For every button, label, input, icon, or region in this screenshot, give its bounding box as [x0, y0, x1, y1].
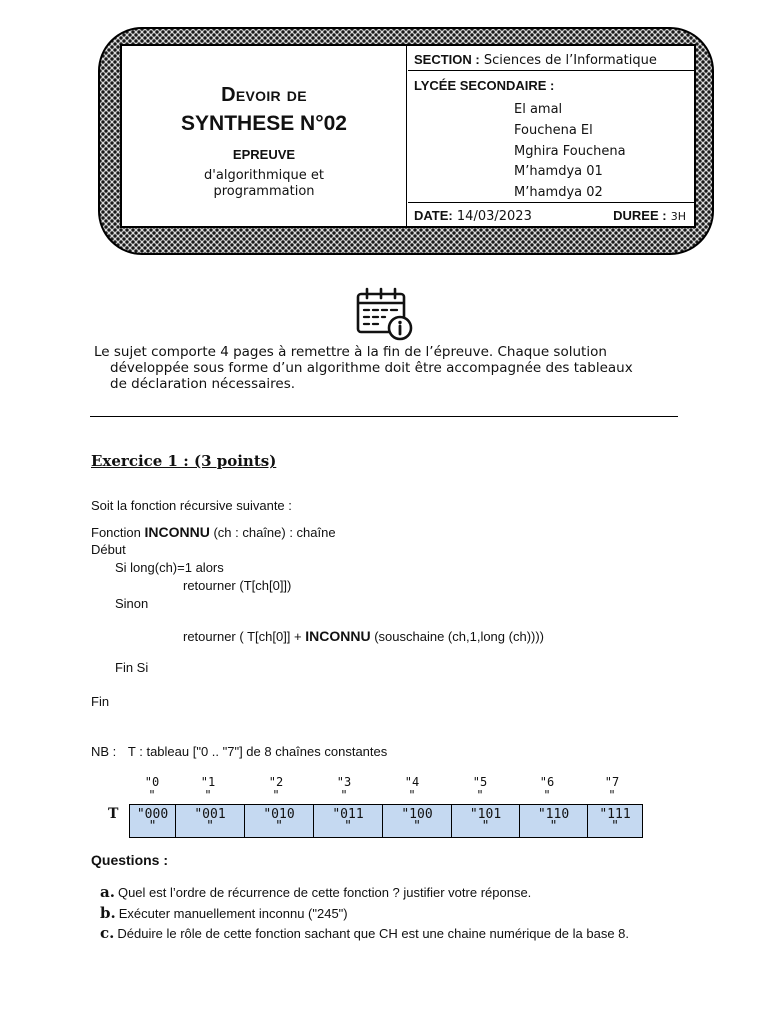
constant-table	[129, 804, 643, 838]
exam-title-cell	[122, 46, 407, 226]
section-row	[408, 46, 694, 71]
section-label: SECTION :	[414, 52, 480, 67]
instructions-line: Le sujet comporte 4 pages à remettre à la fin de l’épreuve. Chaque solution	[94, 344, 607, 360]
lycee-item: M’hamdya 01	[514, 164, 603, 180]
function-name: INCONNU	[144, 524, 210, 540]
table-cell-value: "000	[136, 807, 169, 822]
table-cell-value: "011	[332, 807, 364, 822]
lycee-label: LYCÉE SECONDAIRE :	[414, 78, 555, 93]
question-item	[100, 903, 629, 924]
table-cell-quote: "	[344, 819, 352, 834]
table-index-label: "4	[404, 775, 420, 789]
table-cell-quote: "	[275, 819, 283, 834]
return-suffix: (souschaine (ch,1,long (ch))))	[374, 629, 545, 644]
table-cell-value: "110	[537, 807, 570, 822]
question-item	[100, 923, 629, 944]
lycee-item: El amal	[514, 102, 563, 117]
table-cell-quote: "	[206, 819, 214, 834]
lycee-label-row	[414, 78, 554, 94]
lycee-item: Mghira Fouchena	[514, 143, 626, 159]
table-index	[243, 776, 309, 802]
table-index	[447, 776, 513, 802]
lycee-item: Fouchena El	[514, 122, 593, 138]
code-if: Si long(ch)=1 alors	[115, 560, 224, 575]
exam-info-cell	[408, 46, 694, 226]
subject-text: d'algorithmique et programmation	[204, 168, 324, 199]
table-index-label: "5	[472, 775, 488, 789]
exercise-intro: Soit la fonction récursive suivante :	[91, 498, 292, 513]
table-cell-quote: "	[481, 819, 490, 834]
code-return-base: retourner (T[ch[0]])	[183, 578, 292, 593]
table-index	[379, 776, 445, 802]
note-label: NB :	[91, 744, 117, 759]
date-label: DATE:	[414, 208, 453, 223]
table-index-quote: "	[272, 788, 280, 802]
table-cell	[314, 805, 383, 837]
function-keyword: Fonction	[91, 525, 141, 540]
header-box	[120, 44, 696, 228]
table-index-label: "1	[200, 775, 216, 789]
table-cell	[245, 805, 314, 837]
table-cell	[130, 805, 176, 837]
table-cell	[383, 805, 452, 837]
table-cell	[452, 805, 520, 837]
table-cell	[588, 805, 642, 837]
table-cell-value: "101	[469, 807, 502, 822]
table-index	[579, 776, 645, 802]
exam-title-line2: SYNTHESE N°02	[181, 112, 347, 135]
table-cell-value: "111	[599, 807, 631, 822]
table-index	[311, 776, 377, 802]
lycee-item: M’hamdya 02	[514, 185, 603, 201]
table-cell-quote: "	[148, 819, 157, 834]
table-index-label: "2	[268, 775, 284, 789]
table-cell	[176, 805, 245, 837]
date-row	[408, 202, 694, 226]
code-return-recursive	[183, 628, 544, 644]
code-end: Fin	[91, 694, 110, 709]
table-index-label: "7	[604, 775, 620, 789]
exam-title-line1: Devoir de	[221, 84, 307, 106]
question-text: Déduire le rôle de cette fonction sachant que CH est une chaine numérique de la base 8.	[117, 926, 630, 941]
instructions-paragraph	[94, 344, 694, 392]
table-index-quote: "	[408, 788, 416, 802]
epreuve-label: EPREUVE	[232, 147, 296, 162]
question-text: Quel est l’ordre de récurrence de cette fonction ? justifier votre réponse.	[117, 885, 532, 900]
instructions-line: de déclaration nécessaires.	[110, 376, 296, 392]
questions-list	[100, 882, 629, 944]
table-name: T	[108, 806, 119, 822]
questions-title: Questions :	[91, 852, 169, 868]
table-cell-quote: "	[611, 819, 619, 834]
date-field	[414, 203, 532, 230]
calendar-info-icon	[355, 286, 415, 342]
code-else: Sinon	[115, 596, 149, 611]
table-index-quote: "	[204, 788, 212, 802]
date-value: 14/03/2023	[456, 209, 532, 224]
recursive-call-name: INCONNU	[305, 628, 371, 644]
code-end-if: Fin Si	[115, 660, 149, 675]
instructions-line: développée sous forme d’un algorithme doit être accompagnée des tableaux	[110, 360, 633, 376]
section-value: Sciences de l’Informatique	[483, 53, 657, 68]
duree-label: DUREE :	[613, 208, 667, 223]
question-letter: a.	[100, 883, 115, 901]
table-cell-quote: "	[549, 819, 558, 834]
table-cell-quote: "	[413, 819, 421, 834]
question-letter: b.	[100, 903, 116, 922]
table-index	[514, 776, 580, 802]
lycee-list	[514, 100, 626, 204]
exercise-title: Exercice 1 : (3 points)	[91, 452, 277, 470]
question-letter: c.	[100, 924, 115, 942]
function-signature: (ch : chaîne) : chaîne	[213, 525, 336, 540]
note-line	[91, 744, 387, 759]
table-index-quote: "	[476, 788, 484, 802]
table-index-quote: "	[608, 788, 616, 802]
table-index-label: "3	[336, 775, 352, 789]
horizontal-rule	[90, 416, 678, 417]
function-header	[91, 524, 336, 540]
return-prefix: retourner ( T[ch[0]] +	[183, 629, 302, 644]
table-index-quote: "	[148, 788, 156, 802]
table-cell	[520, 805, 588, 837]
table-index-quote: "	[543, 788, 551, 802]
table-index	[175, 776, 241, 802]
duree-value: 3H	[670, 210, 686, 223]
table-index-label: "6	[539, 775, 555, 789]
note-text: T : tableau ["0 .. "7"] de 8 chaînes constantes	[127, 744, 388, 759]
duree-field	[613, 203, 686, 230]
table-cell-value: "100	[401, 807, 433, 822]
table-index-label: "0	[144, 775, 160, 789]
table-index-quote: "	[340, 788, 348, 802]
question-item	[100, 882, 629, 903]
table-cell-value: "010	[263, 807, 295, 822]
code-debut: Début	[91, 542, 126, 557]
question-text: Exécuter manuellement inconnu ("245")	[118, 905, 348, 921]
table-cell-value: "001	[194, 807, 226, 822]
